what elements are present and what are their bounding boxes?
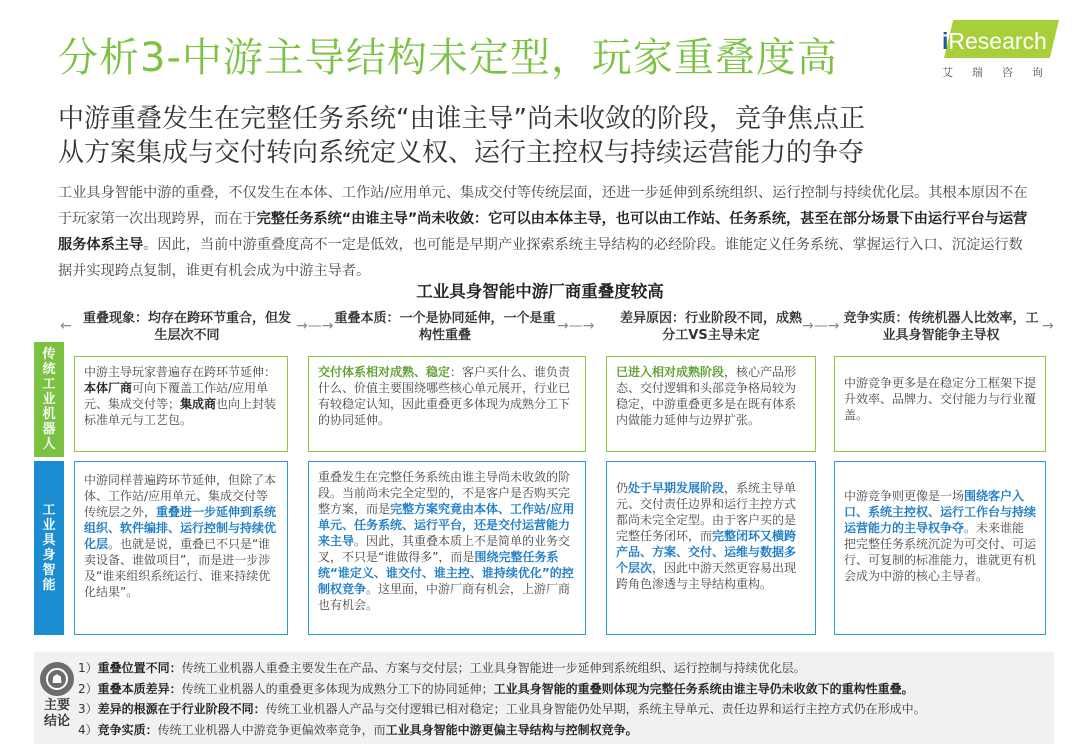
arrow-right-icon: → — [1042, 318, 1054, 334]
conclusion-item-2: 2）重叠本质差异：传统工业机器人的重叠更多体现为成熟分工下的协同延伸；工业具身智能的重叠则体现为完整任务系统由谁主导仍未收敛下的重构性重叠。 — [78, 681, 914, 696]
row-label-traditional: 传统工业机器人 — [34, 342, 64, 457]
conclusion-list — [78, 658, 1053, 740]
traditional-phenomenon-box: 中游主导玩家普遍存在跨环节延伸：本体厂商可向下覆盖工作站/应用单元、集成交付等；集成商也向上封装标准单元与工艺包。 — [74, 356, 288, 452]
intro-emphasis: 完整任务系统“由谁主导”尚未收敛：它可以由本体主导，也可以由工作站、任务系统，甚至在部分场景下由运行平台与运营服务体系主导 — [58, 211, 1028, 253]
logo-subtitle: 艾瑞咨询 — [942, 66, 1062, 79]
page-title: 分析3-中游主导结构未定型，玩家重叠度高 — [58, 35, 838, 81]
conclusion-badge-icon: ☗ — [40, 662, 74, 696]
conclusion-item-4: 4）竞争实质：传统工业机器人中游竞争更偏效率竞争，而工业具身智能中游更偏主导结构与控制权竞争。 — [78, 722, 638, 737]
conclusion-panel — [34, 652, 1054, 744]
row-label-embodied: 工业具身智能 — [34, 461, 64, 635]
embodied-reason-box: 仍处于早期发展阶段，系统主导单元、交付责任边界和运行主控方式都尚未完全定型。由于客户买的是完整任务闭环，而完整闭环又横跨产品、方案、交付、运维与数据多个层次，因此中游天然更容易出现跨角色渗透与主导结构重构。 — [606, 461, 816, 635]
traditional-competition-box: 中游竞争更多是在稳定分工框架下提升效率、品牌力、交付能力与行业覆盖。 — [834, 356, 1046, 452]
arrow-left-icon: ← — [60, 318, 72, 334]
embodied-phenomenon-box: 中游同样普遍跨环节延伸，但除了本体、工作站/应用单元、集成交付等传统层之外，重叠进一步延伸到系统组织、软件编排、运行控制与持续优化层。也就是说，重叠已不只是“谁卖设备、谁做项目”，而是进一步涉及“谁来组织系统运行、谁来持续优化结果”。 — [74, 461, 288, 635]
traditional-essence-box: 交付体系相对成熟、稳定：客户买什么、谁负责什么、价值主要围绕哪些核心单元展开，行业已有较稳定认知，因此重叠更多体现为成熟分工下的协同延伸。 — [308, 356, 586, 452]
iresearch-logo — [932, 20, 1062, 84]
traditional-reason-box: 已进入相对成熟阶段，核心产品形态、交付逻辑和头部竞争格局较为稳定，中游重叠更多是在既有体系内做能力延伸与边界扩张。 — [606, 356, 816, 452]
arrow-connector-3-icon: →—→ — [802, 318, 840, 334]
subtitle-line-1: 中游重叠发生在完整任务系统“由谁主导”尚未收敛的阶段，竞争焦点正 — [58, 104, 865, 134]
diagram-title: 工业具身智能中游厂商重叠度较高 — [416, 282, 664, 301]
page-subtitle — [58, 102, 1048, 170]
conclusion-item-3: 3）差异的根源在于行业阶段不同：传统工业机器人产品与交付逻辑已相对稳定；工业具身智能仍处早期，系统主导单元、责任边界和运行主控方式仍在形成中。 — [78, 702, 926, 716]
embodied-competition-box: 中游竞争则更像是一场围绕客户入口、系统主控权、运行工作台与持续运营能力的主导权争夺。未来谁能把完整任务系统沉淀为可交付、可运行、可复制的标准能力，谁就更有机会成为中游的核心主导者。 — [834, 461, 1046, 635]
arrow-connector-1-icon: →—→ — [296, 318, 334, 334]
intro-paragraph: 工业具身智能中游的重叠，不仅发生在本体、工作站/应用单元、集成交付等传统层面，还进一步延伸到系统组织、运行控制与持续优化层。其根本原因不在于玩家第一次出现跨界，而在于完整任务系统“由谁主导”尚未收敛：它可以由本体主导，也可以由工作站、任务系统，甚至在部分场景下由运行平台与运营服务体系主导。因此，当前中游重叠度高不一定是低效，也可能是早期产业探索系统主导结构的必经阶段。谁能定义任务系统、掌握运行入口、沉淀运行数据并实现跨点复制，谁更有机会成为中游主导者。 — [58, 185, 1028, 279]
conclusion-item-1: 1）重叠位置不同：传统工业机器人重叠主要发生在产品、方案与交付层；工业具身智能进一步延伸到系统组织、运行控制与持续优化层。 — [78, 661, 806, 675]
conclusion-label: 主要结论 — [43, 698, 70, 729]
arrow-connector-2-icon: →—→ — [557, 318, 595, 334]
column-head-reason: 差异原因：行业阶段不同，成熟分工VS主导未定 — [619, 311, 802, 343]
column-head-competition: 竞争实质：传统机器人比效率，工业具身智能争主导权 — [843, 311, 1039, 343]
subtitle-line-2: 从方案集成与交付转向系统定义权、运行主控权与持续运营能力的争夺 — [58, 138, 865, 168]
column-head-phenomenon: 重叠现象：均存在跨环节重合，但发生层次不同 — [82, 311, 291, 343]
embodied-essence-box: 重叠发生在完整任务系统由谁主导尚未收敛的阶段。当前尚未完全定型的，不是客户是否购买完整方案，而是完整方案究竟由本体、工作站/应用单元、任务系统、运行平台，还是交付运营能力来主导。因此，其重叠本质上不是简单的业务交叉，不只是“谁做得多”，而是围绕完整任务系统“谁定义、谁交付、谁主控、谁持续优化”的控制权竞争。这里面，中游厂商有机会，上游厂商也有机会。 — [308, 461, 586, 635]
column-head-essence: 重叠本质：一个是协同延伸，一个是重构性重叠 — [334, 311, 556, 343]
logo-text: iResearch — [942, 28, 1047, 54]
